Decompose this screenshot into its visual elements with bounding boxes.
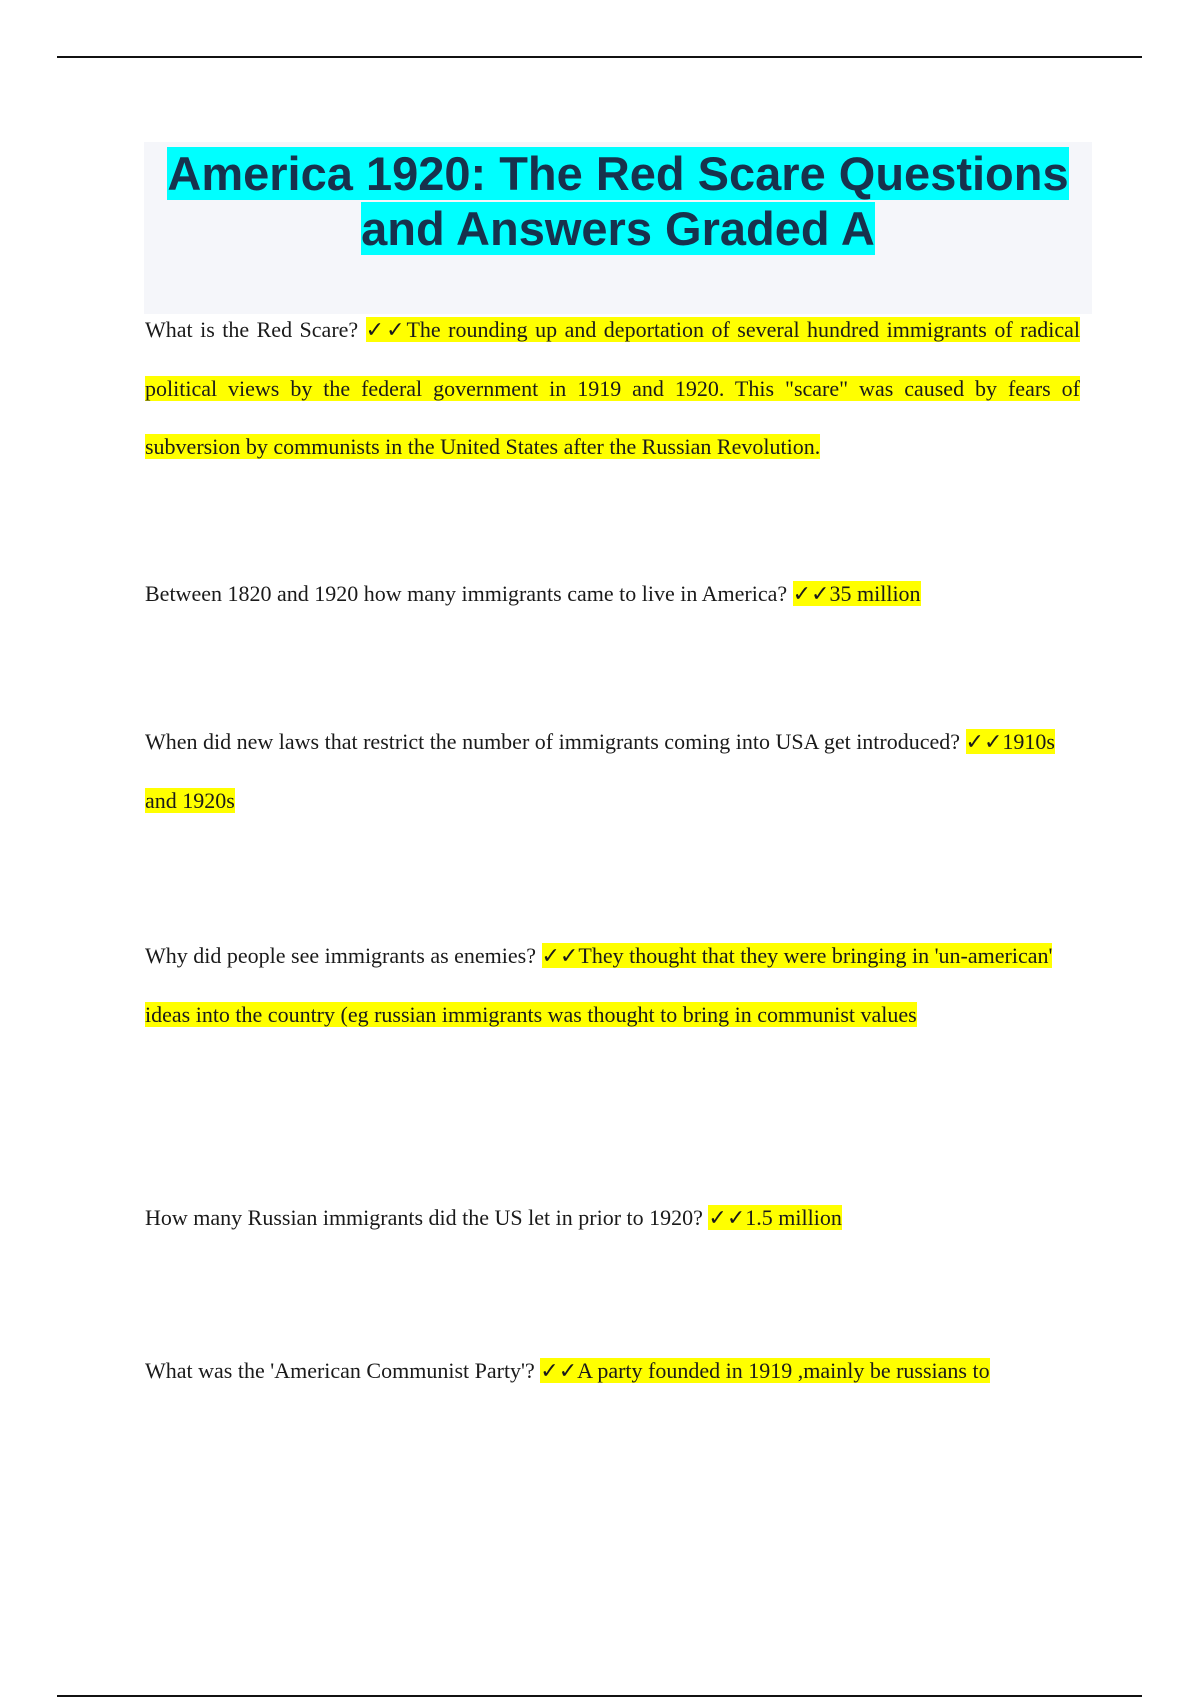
document-title xyxy=(144,142,1092,256)
qa-item-immigration-laws xyxy=(145,713,1080,830)
answer-highlight xyxy=(540,1358,989,1383)
answer-text: They thought that they were bringing in 'un-american' ideas into the country (eg russian immigrants was thought to bring in communist values xyxy=(145,943,1053,1027)
qa-item-red-scare xyxy=(145,301,1080,476)
answer-text: 1910s and 1920s xyxy=(145,729,1055,813)
question-text: Why did people see immigrants as enemies? xyxy=(145,943,542,968)
top-rule xyxy=(57,56,1142,58)
bottom-rule xyxy=(57,1695,1142,1697)
qa-item-russian-immigrants xyxy=(145,1189,1080,1248)
answer-text: 1.5 million xyxy=(745,1205,842,1230)
answer-text: The rounding up and deportation of several hundred immigrants of radical political views by the federal government in 1919 and 1920. This "scare" was caused by fears of subversion by communists in the United States after the Russian Revolution. xyxy=(145,317,1080,459)
double-check-icon: ✓✓ xyxy=(365,318,407,343)
answer-highlight xyxy=(708,1205,841,1230)
qa-item-communist-party xyxy=(145,1342,1080,1401)
title-highlight: America 1920: The Red Scare Questions and Answers Graded A xyxy=(167,147,1069,255)
answer-text: A party founded in 1919 ,mainly be russians to xyxy=(577,1358,990,1383)
double-check-icon: ✓✓ xyxy=(965,730,1003,755)
answer-highlight xyxy=(793,581,921,606)
question-text: How many Russian immigrants did the US let in prior to 1920? xyxy=(145,1205,709,1230)
title-block xyxy=(144,142,1092,314)
double-check-icon: ✓✓ xyxy=(708,1206,746,1231)
qa-item-immigrants-enemies xyxy=(145,927,1080,1044)
double-check-icon: ✓✓ xyxy=(541,944,579,969)
question-text: What is the Red Scare? xyxy=(145,317,366,342)
question-text: What was the 'American Communist Party'? xyxy=(145,1358,541,1383)
question-text: Between 1820 and 1920 how many immigrants came to live in America? xyxy=(145,581,793,606)
question-text: When did new laws that restrict the number of immigrants coming into USA get introduced? xyxy=(145,729,966,754)
answer-text: 35 million xyxy=(829,581,921,606)
double-check-icon: ✓✓ xyxy=(792,582,830,607)
qa-item-immigrant-count xyxy=(145,565,1080,624)
double-check-icon: ✓✓ xyxy=(540,1359,578,1384)
